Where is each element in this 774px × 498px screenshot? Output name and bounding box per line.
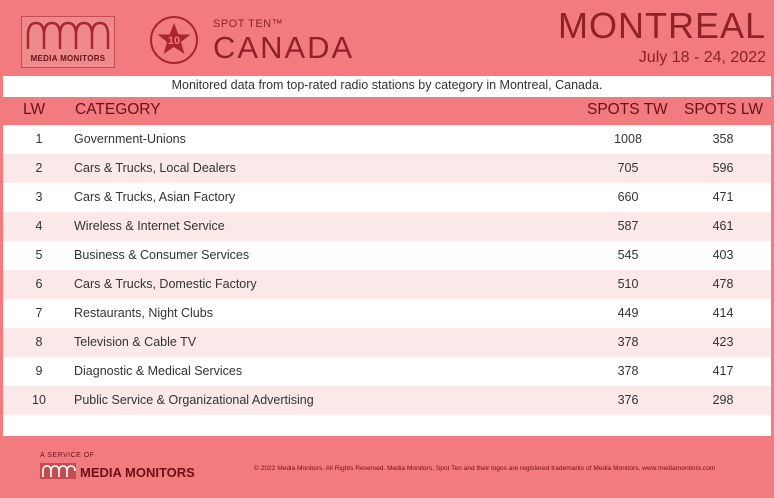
table-row [3, 241, 771, 270]
spots-lw-cell: 478 [712, 277, 734, 291]
spots-lw-cell: 461 [712, 219, 734, 233]
rank-cell: 10 [32, 393, 46, 407]
footer-brand: MEDIA MONITORS [80, 465, 195, 480]
spots-tw-cell: 705 [617, 161, 639, 175]
table-body [3, 125, 771, 415]
table-row [3, 125, 771, 154]
spot-ten-label: SPOT TEN™ [213, 18, 284, 30]
rank-cell: 4 [35, 219, 43, 233]
rank-cell: 9 [35, 364, 43, 378]
table-row [3, 154, 771, 183]
spots-tw-cell: 660 [617, 190, 639, 204]
table-row [3, 299, 771, 328]
media-monitors-logo [21, 16, 115, 68]
spots-lw-cell: 471 [712, 190, 734, 204]
rank-cell: 3 [35, 190, 43, 204]
category-cell: Cars & Trucks, Asian Factory [74, 190, 236, 204]
table-row [3, 328, 771, 357]
category-cell: Business & Consumer Services [74, 248, 250, 262]
rank-cell: 7 [35, 306, 43, 320]
spots-lw-cell: 358 [712, 132, 734, 146]
spots-lw-cell: 423 [712, 335, 734, 349]
category-cell: Television & Cable TV [74, 335, 197, 349]
column-header-category: CATEGORY [75, 101, 161, 118]
table-row [3, 183, 771, 212]
service-of-label: A SERVICE OF [40, 452, 95, 459]
subtitle: Monitored data from top-rated radio stations by category in Montreal, Canada. [171, 78, 603, 92]
table-row [3, 270, 771, 299]
category-cell: Public Service & Organizational Advertising [74, 393, 314, 407]
rank-cell: 6 [35, 277, 43, 291]
spots-lw-cell: 596 [712, 161, 734, 175]
rank-cell: 2 [35, 161, 43, 175]
waveform-icon [26, 21, 112, 51]
column-header-lw: LW [23, 101, 46, 118]
spots-tw-cell: 449 [617, 306, 639, 320]
category-cell: Government-Unions [74, 132, 186, 146]
rank-cell: 1 [35, 132, 43, 146]
spots-tw-cell: 587 [617, 219, 639, 233]
spots-tw-cell: 1008 [614, 132, 642, 146]
category-cell: Restaurants, Night Clubs [74, 306, 213, 320]
spots-lw-cell: 414 [712, 306, 734, 320]
date-range: July 18 - 24, 2022 [638, 49, 766, 66]
rank-cell: 5 [35, 248, 43, 262]
spot-ten-badge [150, 16, 198, 64]
table-row [3, 212, 771, 241]
table-header [3, 97, 771, 125]
table-row [3, 386, 771, 415]
spots-lw-cell: 403 [712, 248, 734, 262]
category-cell: Wireless & Internet Service [74, 219, 225, 233]
spots-lw-cell: 298 [712, 393, 734, 407]
content-panel [3, 76, 771, 436]
spots-tw-cell: 376 [617, 393, 639, 407]
country-title: CANADA [213, 30, 355, 65]
spots-tw-cell: 510 [617, 277, 639, 291]
logo-text: MEDIA MONITORS [30, 54, 106, 63]
category-cell: Cars & Trucks, Local Dealers [74, 161, 236, 175]
spots-tw-cell: 378 [617, 335, 639, 349]
badge-number: 10 [167, 35, 181, 47]
column-header-spots-lw: SPOTS LW [684, 101, 763, 118]
spots-tw-cell: 378 [617, 364, 639, 378]
table-row [3, 357, 771, 386]
category-cell: Cars & Trucks, Domestic Factory [74, 277, 257, 291]
category-cell: Diagnostic & Medical Services [74, 364, 243, 378]
spots-tw-cell: 545 [617, 248, 639, 262]
city-title: MONTREAL [557, 5, 766, 46]
rank-cell: 8 [35, 335, 43, 349]
copyright-notice: © 2022 Media Monitors. All Rights Reserved. Media Monitors, Spot Ten and their logos are registered trademarks of Media Monitors. www.mediamonitors.com [254, 465, 716, 472]
column-header-spots-tw: SPOTS TW [587, 101, 668, 118]
spots-lw-cell: 417 [712, 364, 734, 378]
